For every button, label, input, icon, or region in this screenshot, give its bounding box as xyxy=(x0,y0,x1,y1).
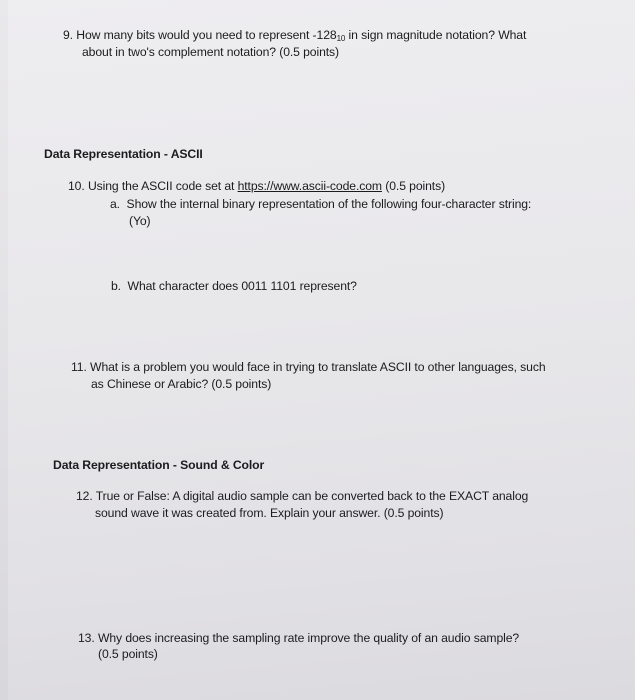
question-9-line2: about in two's complement notation? (0.5 points) xyxy=(82,45,339,59)
question-11-line2: as Chinese or Arabic? (0.5 points) xyxy=(91,377,272,391)
question-12 xyxy=(76,488,528,505)
question-9-number: 9. xyxy=(63,28,73,42)
question-10-text-after-link: (0.5 points) xyxy=(381,179,446,193)
question-11-number: 11. xyxy=(71,360,87,374)
ascii-code-link[interactable]: https://www.ascii-code.com xyxy=(237,179,382,193)
question-10a xyxy=(110,196,531,213)
section-heading-ascii: Data Representation - ASCII xyxy=(44,147,203,161)
question-10 xyxy=(68,178,445,195)
question-10b-label: b. xyxy=(111,279,121,293)
question-10b-text: What character does 0011 1101 represent? xyxy=(127,279,357,293)
question-13-line2: (0.5 points) xyxy=(98,647,158,661)
question-13-line1: Why does increasing the sampling rate improve the quality of an audio sample? xyxy=(97,631,520,645)
question-9-subscript: 10 xyxy=(336,34,346,43)
question-10a-line2: (Yo) xyxy=(129,214,151,228)
question-9-line1-before: How many bits would you need to represent -128 xyxy=(76,28,337,42)
question-11 xyxy=(71,359,546,376)
question-12-line2: sound wave it was created from. Explain your answer. (0.5 points) xyxy=(95,506,444,520)
question-9-line1-after: in sign magnitude notation? What xyxy=(345,28,527,42)
question-10-number: 10. xyxy=(68,179,85,193)
question-11-line1: What is a problem you would face in trying to translate ASCII to other languages, such xyxy=(90,360,546,374)
document-page xyxy=(8,0,635,700)
question-10a-line1: Show the internal binary representation of the following four-character string: xyxy=(126,197,532,211)
question-12-number: 12. xyxy=(76,489,93,503)
question-10a-label: a. xyxy=(110,197,120,211)
question-13 xyxy=(78,630,519,647)
section-heading-sound-color: Data Representation - Sound & Color xyxy=(53,458,265,472)
question-10b xyxy=(111,278,357,295)
question-12-line1: True or False: A digital audio sample can be converted back to the EXACT analog xyxy=(95,489,529,503)
question-10-text-before-link: Using the ASCII code set at xyxy=(87,179,238,193)
question-13-number: 13. xyxy=(78,631,95,645)
